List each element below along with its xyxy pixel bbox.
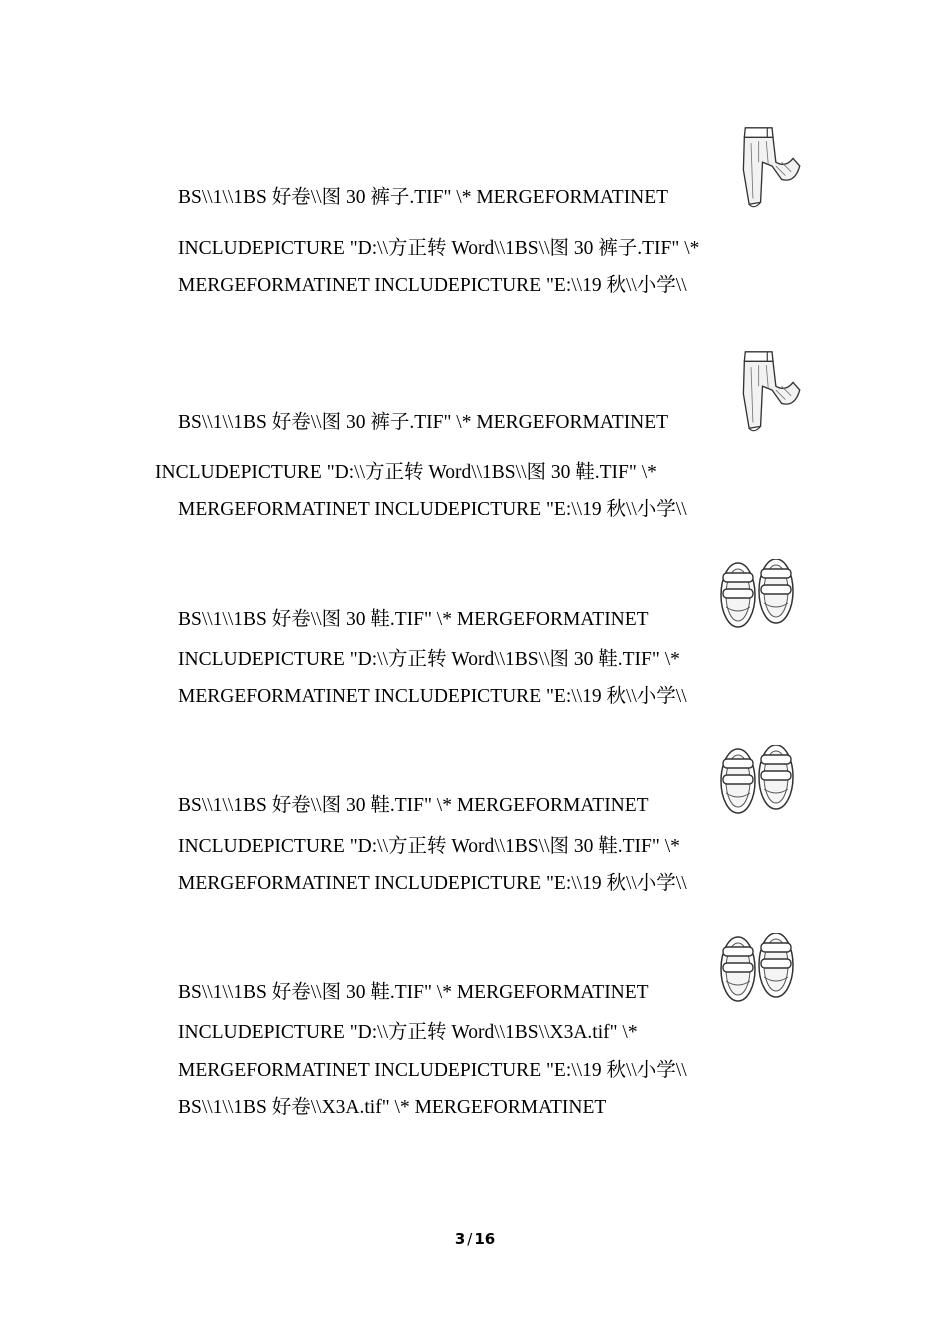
field-code-line: MERGEFORMATINET INCLUDEPICTURE "E:\\19 秋\\小学\\ [178, 275, 687, 296]
field-code-line: MERGEFORMATINET INCLUDEPICTURE "E:\\19 秋\\小学\\ [178, 1060, 687, 1081]
field-code-line: INCLUDEPICTURE "D:\\方正转 Word\\1BS\\图 30 裤子.TIF" \* [178, 238, 700, 259]
field-code-line: INCLUDEPICTURE "D:\\方正转 Word\\1BS\\图 30 鞋.TIF" \* [178, 836, 680, 857]
pants-image [738, 124, 808, 210]
total-pages: 16 [474, 1230, 496, 1248]
field-code-line: BS\\1\\1BS 好卷\\图 30 鞋.TIF" \* MERGEFORMATINET [178, 609, 649, 630]
field-code-line: MERGEFORMATINET INCLUDEPICTURE "E:\\19 秋\\小学\\ [178, 686, 687, 707]
field-code-line: BS\\1\\1BS 好卷\\图 30 鞋.TIF" \* MERGEFORMATINET [178, 795, 649, 816]
field-code-line: INCLUDEPICTURE "D:\\方正转 Word\\1BS\\图 30 鞋.TIF" \* [178, 649, 680, 670]
sandals-image [718, 933, 796, 1003]
field-code-line: INCLUDEPICTURE "D:\\方正转 Word\\1BS\\图 30 鞋.TIF" \* [155, 462, 657, 483]
page-separator: / [467, 1230, 473, 1248]
field-code-line: INCLUDEPICTURE "D:\\方正转 Word\\1BS\\X3A.tif" \* [178, 1022, 638, 1043]
field-code-line: MERGEFORMATINET INCLUDEPICTURE "E:\\19 秋\\小学\\ [178, 873, 687, 894]
field-code-line: BS\\1\\1BS 好卷\\图 30 鞋.TIF" \* MERGEFORMATINET [178, 982, 649, 1003]
sandals-image [718, 559, 796, 629]
field-code-line: BS\\1\\1BS 好卷\\图 30 裤子.TIF" \* MERGEFORMATINET [178, 187, 669, 208]
field-code-line: BS\\1\\1BS 好卷\\图 30 裤子.TIF" \* MERGEFORMATINET [178, 412, 669, 433]
pants-image [738, 348, 808, 434]
sandals-image [718, 745, 796, 815]
field-code-line: BS\\1\\1BS 好卷\\X3A.tif" \* MERGEFORMATINET [178, 1097, 607, 1118]
field-code-line: MERGEFORMATINET INCLUDEPICTURE "E:\\19 秋\\小学\\ [178, 499, 687, 520]
page-number [0, 1230, 950, 1248]
current-page: 3 [454, 1230, 466, 1248]
